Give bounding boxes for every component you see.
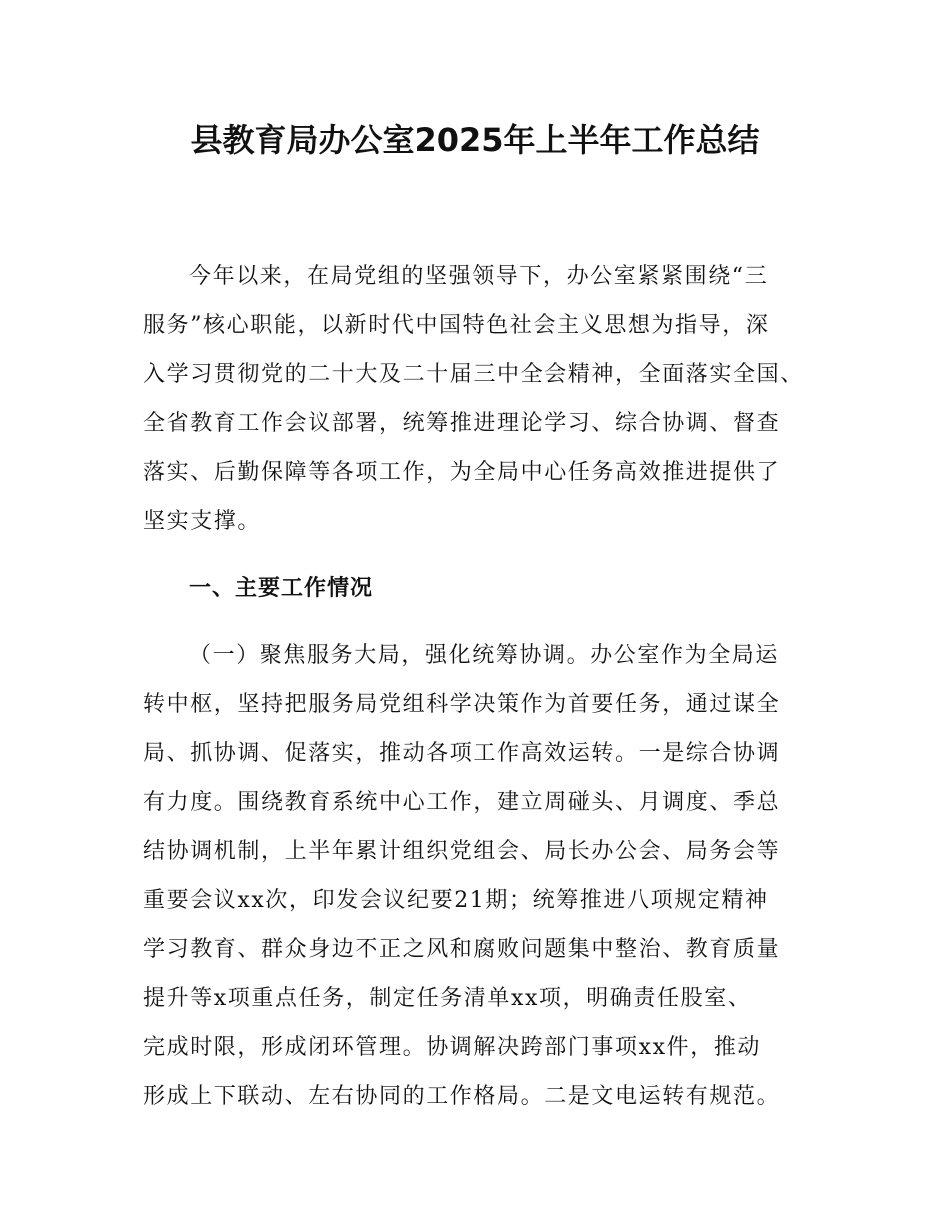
paragraph-line: 结协调机制，上半年累计组织党组会、局长办公会、局务会等 (143, 839, 781, 864)
paragraph-line: 落实、后勤保障等各项工作，为全局中心任务高效推进提供了 (143, 460, 781, 485)
paragraph-line: 有力度。围绕教育系统中心工作，建立周碰头、月调度、季总 (143, 790, 781, 815)
paragraph-line: 今年以来，在局党组的坚强领导下，办公室紧紧围绕“三 (189, 264, 769, 289)
document-title: 县教育局办公室2025年上半年工作总结 (190, 121, 760, 159)
paragraph-line: 完成时限，形成闭环管理。协调解决跨部门事项xx件，推动 (143, 1035, 762, 1060)
paragraph-spacer (143, 546, 813, 564)
paragraph-line: 学习教育、群众身边不正之风和腐败问题集中整治、教育质量 (143, 937, 781, 962)
paragraph-line: 服务”核心职能，以新时代中国特色社会主义思想为指导，深 (143, 313, 770, 338)
paragraph-line: 提升等x项重点任务，制定任务清单xx项，明确责任股室、 (143, 986, 752, 1011)
paragraph-spacer (143, 613, 813, 631)
section-heading: 一、主要工作情况 (189, 576, 374, 601)
paragraph-line: 重要会议xx次，印发会议纪要21期；统筹推进八项规定精神 (143, 888, 769, 913)
paragraph-line: 坚实支撑。 (143, 509, 262, 534)
paragraph-line: （一）聚焦服务大局，强化统筹协调。办公室作为全局运 (189, 643, 780, 668)
paragraph-line: 全省教育工作会议部署，统筹推进理论学习、综合协调、督查 (143, 411, 781, 436)
paragraph-line: 形成上下联动、左右协同的工作格局。二是文电运转有规范。 (143, 1084, 781, 1109)
paragraph-line: 局、抓协调、促落实，推动各项工作高效运转。一是综合协调 (143, 741, 781, 766)
intro-paragraph (143, 252, 813, 546)
paragraph-line: 转中枢，坚持把服务局党组科学决策作为首要任务，通过谋全 (143, 692, 781, 717)
section-paragraph (143, 631, 813, 1121)
paragraph-line: 入学习贯彻党的二十大及二十届三中全会精神，全面落实全国、 (143, 362, 804, 387)
document-body (143, 252, 813, 1121)
